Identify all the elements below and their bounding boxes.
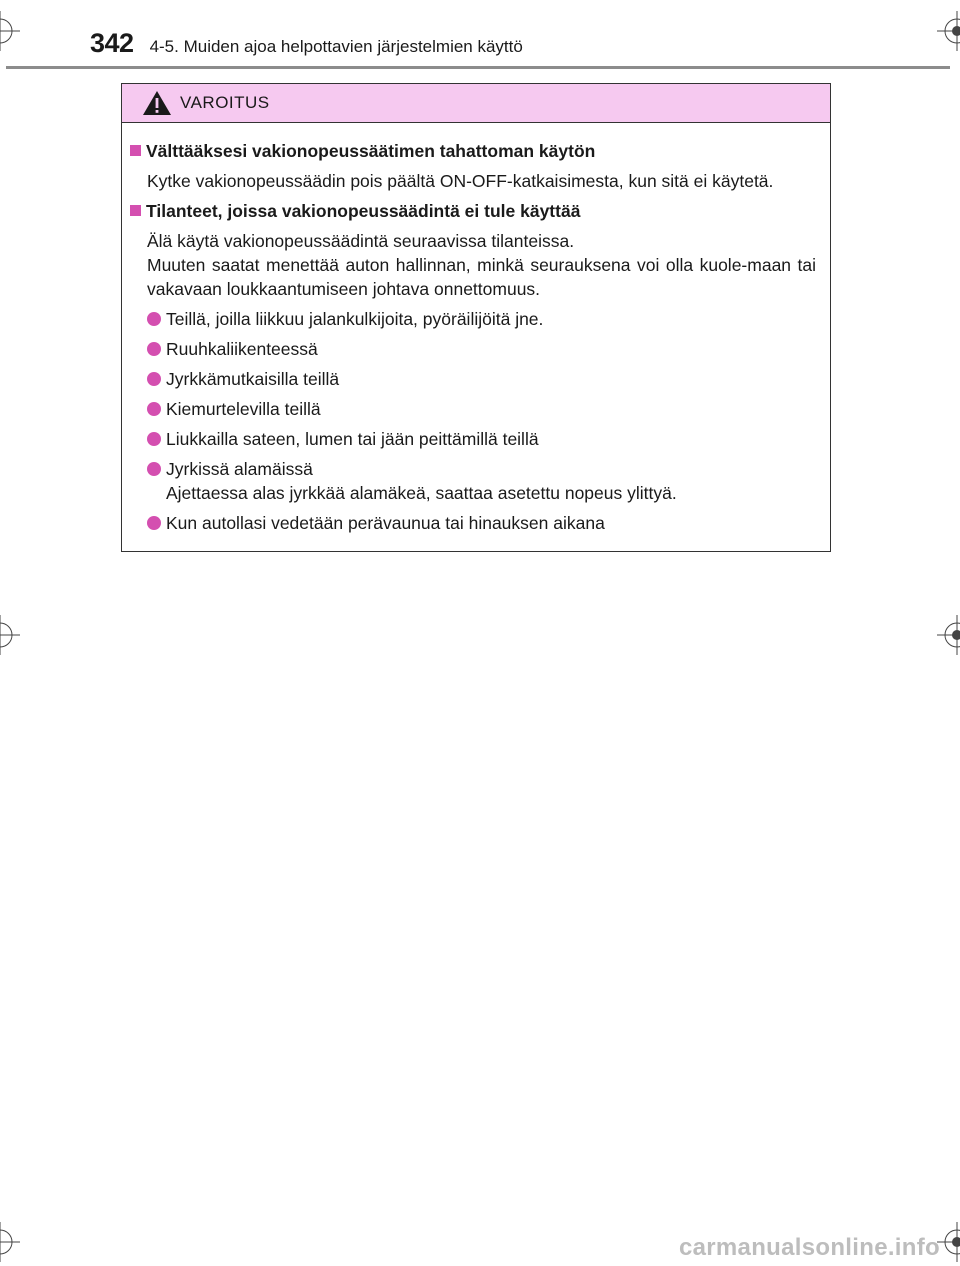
list-item xyxy=(130,457,816,505)
list-item xyxy=(130,337,816,361)
warning-body xyxy=(122,123,830,551)
list-item xyxy=(130,397,816,421)
warning-header xyxy=(122,84,830,123)
crop-mark-icon xyxy=(937,11,960,51)
paragraph xyxy=(130,229,816,301)
warning-box xyxy=(121,83,831,552)
square-bullet-icon xyxy=(130,145,141,156)
list-item-note: Ajettaessa alas jyrkkää alamäkeä, saattaa asetettu nopeus ylittyä. xyxy=(166,483,677,503)
list-item-text xyxy=(166,457,677,505)
page-number: 342 xyxy=(90,28,134,58)
list-item-text: Teillä, joilla liikkuu jalankulkijoita, pyöräilijöitä jne. xyxy=(166,309,544,329)
crop-mark-icon xyxy=(937,1222,960,1262)
crop-mark-icon xyxy=(0,11,20,51)
circle-bullet-icon xyxy=(147,342,161,356)
circle-bullet-icon xyxy=(147,462,161,476)
list-item-title: Jyrkissä alamäissä xyxy=(166,459,313,479)
warning-label: VAROITUS xyxy=(180,93,270,112)
list-item xyxy=(130,307,816,331)
watermark: carmanualsonline.info xyxy=(678,1234,940,1261)
circle-bullet-icon xyxy=(147,516,161,530)
section-heading xyxy=(130,139,816,163)
list-item xyxy=(130,427,816,451)
paragraph-line: Älä käytä vakionopeussäädintä seuraavissa tilanteissa. xyxy=(147,231,575,251)
header-rule xyxy=(6,66,950,69)
section-heading xyxy=(130,199,816,223)
list-item-text: Liukkailla sateen, lumen tai jään peittämillä teillä xyxy=(166,429,539,449)
circle-bullet-icon xyxy=(147,372,161,386)
circle-bullet-icon xyxy=(147,312,161,326)
list-item-text: Kiemurtelevilla teillä xyxy=(166,399,321,419)
list-item-text: Kun autollasi vedetään perävaunua tai hinauksen aikana xyxy=(166,513,605,533)
list-item-text: Jyrkkämutkaisilla teillä xyxy=(166,369,340,389)
list-item xyxy=(130,511,816,535)
section-heading-text: Tilanteet, joissa vakionopeussäädintä ei tule käyttää xyxy=(146,201,581,221)
paragraph: Kytke vakionopeussäädin pois päältä ON-OFF-katkaisimesta, kun sitä ei käytetä. xyxy=(147,171,774,191)
crop-mark-icon xyxy=(0,1222,20,1262)
list-item xyxy=(130,367,816,391)
circle-bullet-icon xyxy=(147,432,161,446)
paragraph-line: Muuten saatat menettää auton hallinnan, minkä seurauksena voi olla kuole-maan tai vakavaan loukkaantumiseen johtava onnettomuus. xyxy=(147,255,816,299)
crop-mark-icon xyxy=(0,615,20,655)
warning-triangle-icon xyxy=(142,90,172,116)
list-item-text: Ruuhkaliikenteessä xyxy=(166,339,318,359)
crop-mark-icon xyxy=(937,615,960,655)
circle-bullet-icon xyxy=(147,402,161,416)
section-heading-text: Välttääksesi vakionopeussäätimen tahattoman käytön xyxy=(146,141,596,161)
section-title: 4-5. Muiden ajoa helpottavien järjestelmien käyttö xyxy=(149,37,523,56)
page-header xyxy=(90,28,523,59)
square-bullet-icon xyxy=(130,205,141,216)
